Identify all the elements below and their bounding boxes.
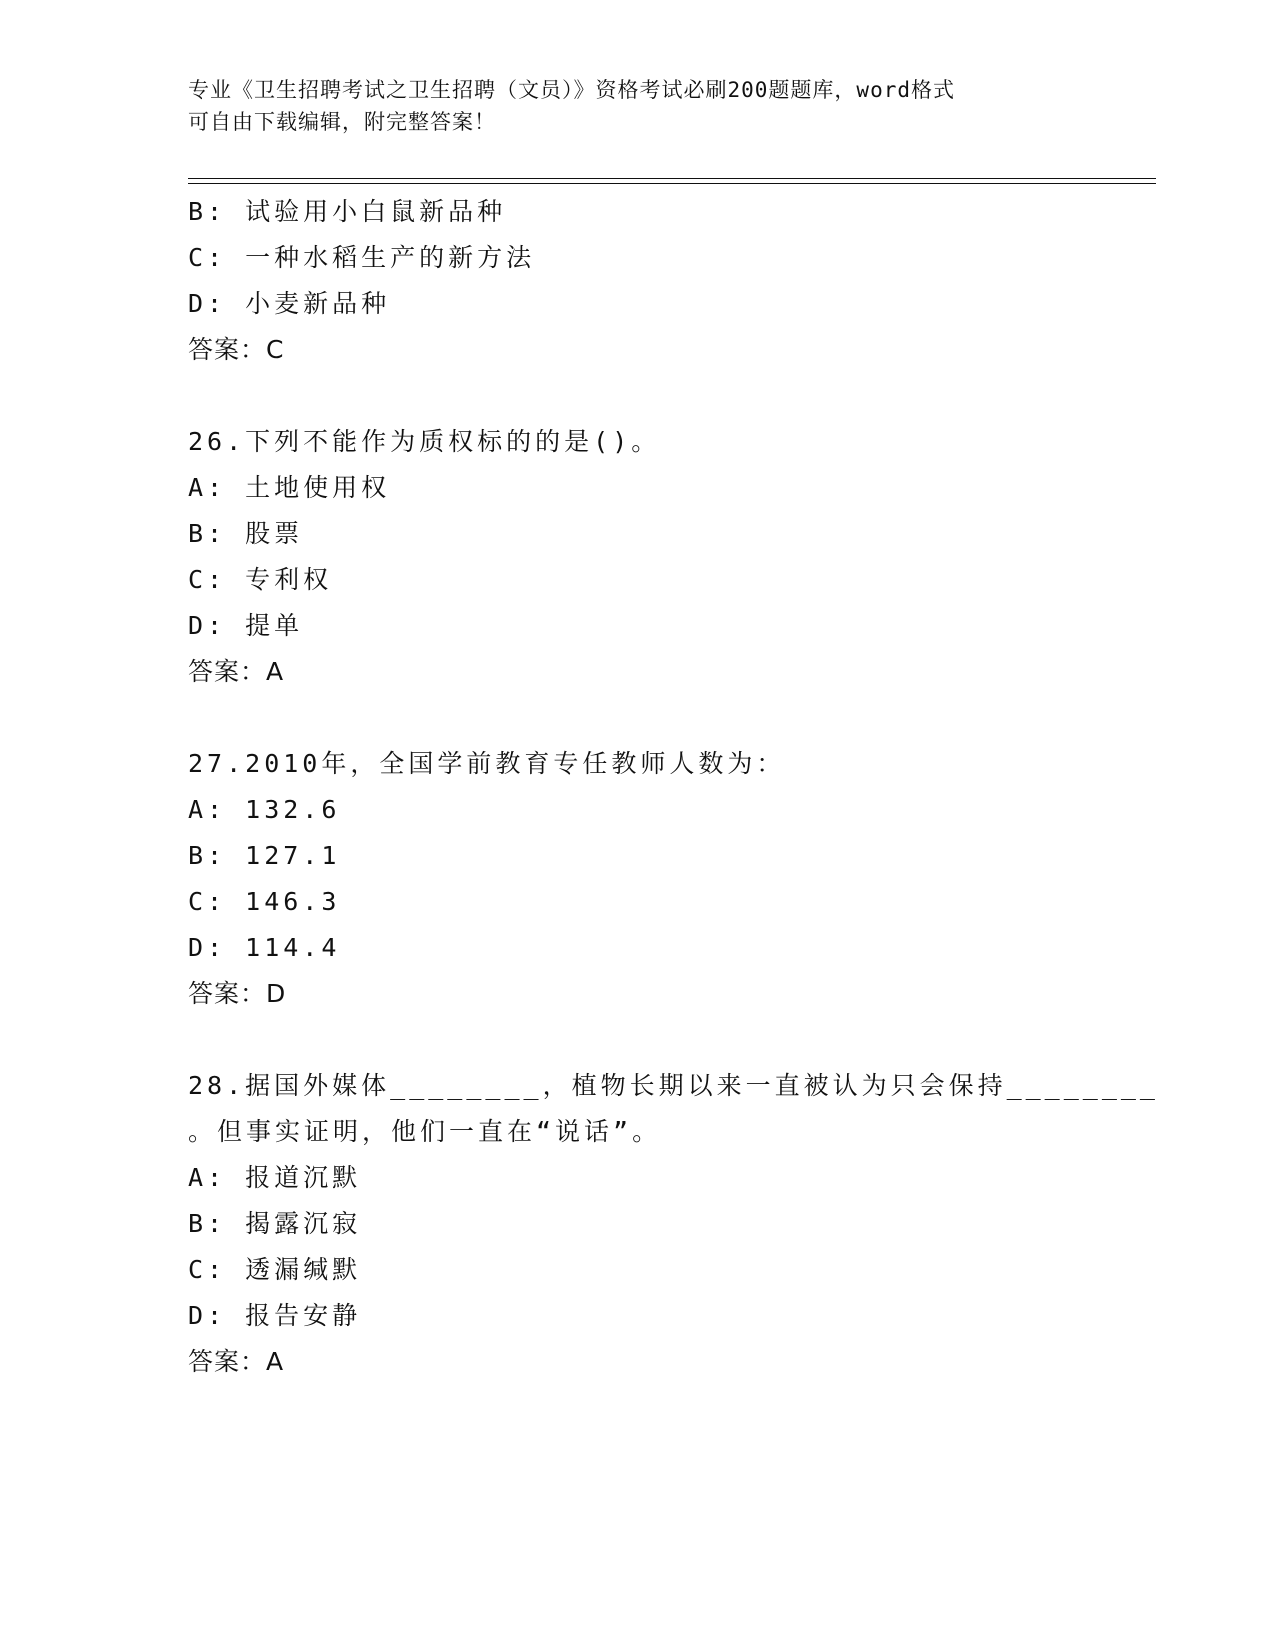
question-list [188, 189, 1159, 1385]
spacer [188, 1017, 1088, 1063]
question-text-line-1: 28.据国外媒体________，植物长期以来一直被认为只会保持________ [188, 1071, 1159, 1100]
option-c: C: 146.3 [188, 887, 341, 916]
option-b: B: 试验用小白鼠新品种 [188, 197, 507, 226]
question-text: 27.2010年，全国学前教育专任教师人数为： [188, 749, 786, 778]
answer: 答案：C [188, 335, 285, 364]
spacer [188, 373, 1088, 419]
answer: 答案：D [188, 979, 287, 1008]
answer: 答案：A [188, 657, 285, 686]
option-d: D: 114.4 [188, 933, 341, 962]
option-c: C: 透漏缄默 [188, 1255, 362, 1284]
spacer [188, 695, 1088, 741]
header-divider-bottom [188, 183, 1156, 184]
option-d: D: 报告安静 [188, 1301, 362, 1330]
option-d: D: 小麦新品种 [188, 289, 391, 318]
header-line-1: 专业《卫生招聘考试之卫生招聘（文员）》资格考试必刷200题题库，word格式 [188, 78, 955, 102]
answer: 答案：A [188, 1347, 285, 1376]
option-a: A: 土地使用权 [188, 473, 391, 502]
option-c: C: 专利权 [188, 565, 333, 594]
question-text: 26.下列不能作为质权标的的是()。 [188, 427, 661, 456]
option-d: D: 提单 [188, 611, 304, 640]
option-b: B: 127.1 [188, 841, 341, 870]
question-26 [188, 419, 1088, 695]
header-line-2: 可自由下载编辑，附完整答案！ [188, 110, 496, 134]
option-c: C: 一种水稻生产的新方法 [188, 243, 536, 272]
question-27 [188, 741, 1088, 1017]
question-text-line-2: 。但事实证明，他们一直在“说话”。 [188, 1117, 662, 1146]
option-a: A: 报道沉默 [188, 1163, 362, 1192]
question-28 [188, 1063, 1159, 1385]
document-header [188, 74, 1068, 138]
option-b: B: 揭露沉寂 [188, 1209, 362, 1238]
question-25-tail [188, 189, 1088, 373]
option-b: B: 股票 [188, 519, 304, 548]
header-divider-top [188, 178, 1156, 179]
option-a: A: 132.6 [188, 795, 341, 824]
